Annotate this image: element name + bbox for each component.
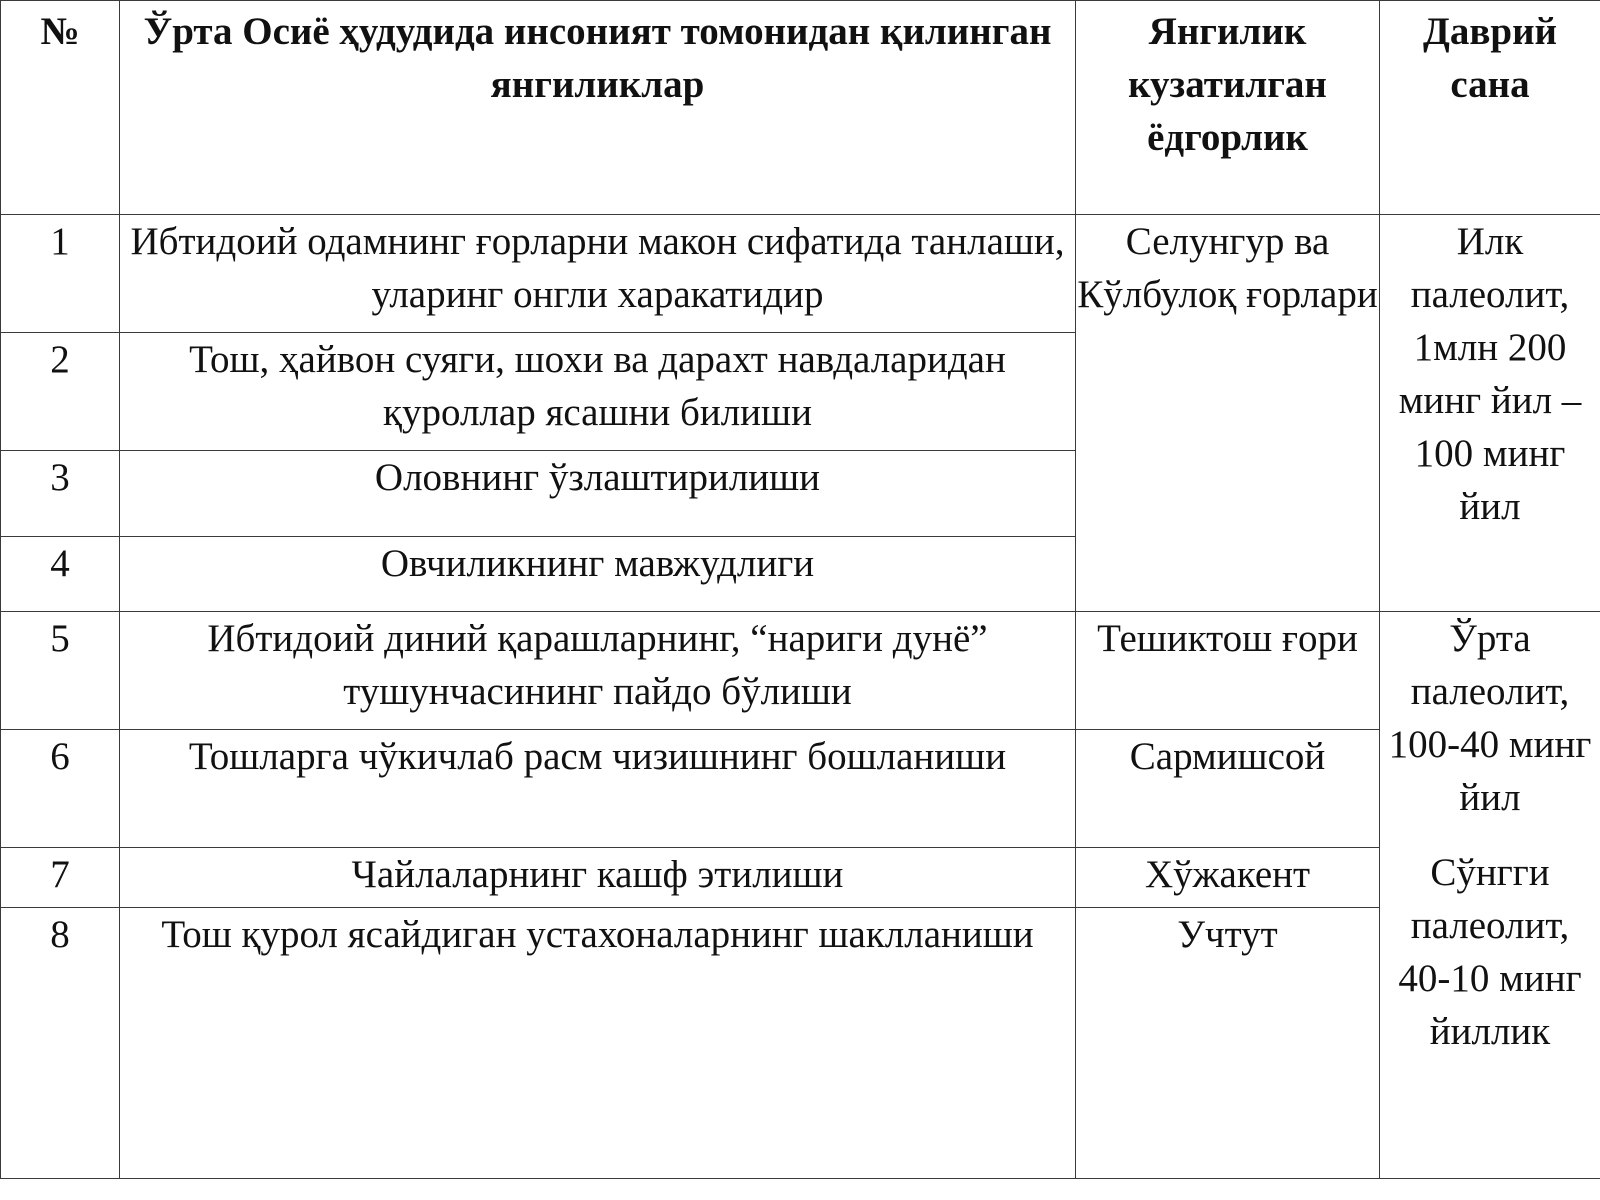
row-innovation: Ибтидоий диний қарашларнинг, “нариги дунё” тушунчасининг пайдо бўлиши: [120, 612, 1076, 730]
table-header-row: [1, 1, 1600, 215]
row-innovation: Овчиликнинг мавжудлиги: [120, 537, 1076, 612]
row-innovation: Оловнинг ўзлаштирилиши: [120, 451, 1076, 537]
table-row: [1, 215, 1600, 333]
period-spacer: [1380, 824, 1600, 846]
row-number: 8: [1, 908, 120, 1179]
monument-sarmishsoy: Сармишсой: [1076, 730, 1380, 848]
row-innovation: Чайлаларнинг кашф этилиши: [120, 848, 1076, 908]
row-number: 5: [1, 612, 120, 730]
monument-selungur-kulbuloq: Селунгур ва Кўлбулоқ ғорлари: [1076, 215, 1380, 612]
monument-uchtut: Учтут: [1076, 908, 1380, 1179]
header-period: Даврий сана: [1380, 1, 1600, 215]
table-row: [1, 848, 1600, 908]
row-number: 1: [1, 215, 120, 333]
period-upper-paleolithic: Сўнгги палеолит, 40-10 минг йиллик: [1398, 851, 1582, 1053]
row-innovation: Тош, ҳайвон суяги, шохи ва дарахт навдаларидан қуроллар ясашни билиши: [120, 333, 1076, 451]
row-innovation: Ибтидоий одамнинг ғорларни макон сифатида танлаши, уларинг онгли харакатидир: [120, 215, 1076, 333]
table-row: [1, 908, 1600, 1179]
monument-teshiktosh: Тешиктош ғори: [1076, 612, 1380, 730]
table-row: [1, 612, 1600, 730]
header-monument: Янгилик кузатилган ёдгорлик: [1076, 1, 1380, 215]
row-number: 2: [1, 333, 120, 451]
period-middle-upper-paleolithic: [1380, 612, 1600, 1179]
header-number: №: [1, 1, 120, 215]
table-row: [1, 730, 1600, 848]
period-middle-paleolithic: Ўрта палеолит, 100-40 минг йил: [1388, 617, 1592, 819]
row-innovation: Тош қурол ясайдиган устахоналарнинг шаклланиши: [120, 908, 1076, 1179]
row-number: 6: [1, 730, 120, 848]
period-lower-paleolithic: Илк палеолит, 1млн 200 минг йил – 100 минг йил: [1380, 215, 1600, 612]
header-innovation: Ўрта Осиё ҳудудида инсоният томонидан қилинган янгиликлар: [120, 1, 1076, 215]
monument-khujakent: Хўжакент: [1076, 848, 1380, 908]
row-number: 4: [1, 537, 120, 612]
row-number: 7: [1, 848, 120, 908]
row-number: 3: [1, 451, 120, 537]
row-innovation: Тошларга чўкичлаб расм чизишнинг бошланиши: [120, 730, 1076, 848]
